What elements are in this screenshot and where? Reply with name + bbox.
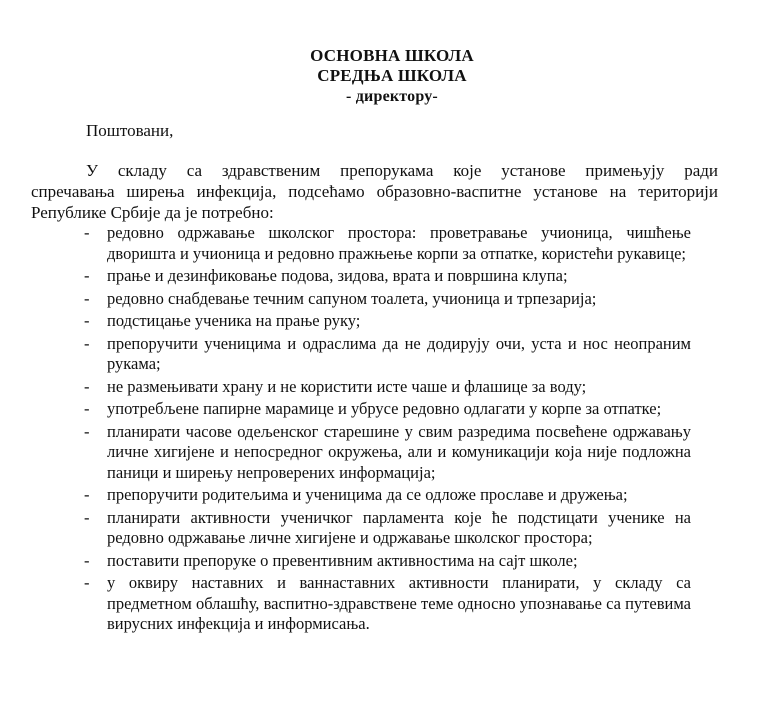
list-dash: -	[84, 311, 90, 330]
list-item-text: планирати часове одељенског старешине у свим разредима посвећене одржавању личне хигијене и непосредног окружења, али и комуникацији која није подложна паници и ширењу непроверених информација;	[107, 421, 691, 482]
list-item	[0, 399, 691, 420]
list-item	[0, 485, 691, 506]
list-item-text: прање и дезинфиковање подова, зидова, врата и површина клупа;	[107, 266, 568, 285]
list-dash: -	[84, 550, 90, 570]
recipient-school-secondary: СРЕДЊА ШКОЛА	[317, 66, 467, 85]
list-item-text: поставити препоруке о превентивним активностима на сајт школе;	[107, 550, 578, 570]
list-item	[0, 377, 691, 398]
list-item	[0, 422, 691, 484]
list-item	[0, 334, 691, 375]
list-item	[0, 508, 691, 549]
intro-rest: спречавања ширења инфекција, подсећамо образовно-васпитне установе на територији Републике Србије да је потребно:	[31, 182, 718, 222]
list-item-text: у оквиру наставних и ваннаставних активности планирати, у складу са предметном облашћу, васпитно-здравствене теме односно упознавање са путевима вирусних инфекција и информисања.	[107, 573, 691, 633]
list-item-text: препоручити ученицима и одраслима да не додирују очи, уста и нос неопраним рукама;	[107, 333, 691, 373]
list-item	[0, 266, 691, 287]
list-item-text: редовно снабдевање течним сапуном тоалета, учионица и трпезарија;	[107, 288, 597, 308]
salutation: Поштовани,	[86, 121, 174, 140]
recipient-school-primary: ОСНОВНА ШКОЛА	[310, 46, 474, 65]
list-dash: -	[84, 421, 90, 441]
list-item	[0, 551, 691, 572]
list-dash: -	[84, 223, 90, 242]
list-dash: -	[84, 333, 90, 353]
list-item-text: подстицање ученика на прање руку;	[107, 311, 361, 330]
list-item-text: редовно одржавање школског простора: проветравање учионица, чишћење дворишта и учионица и редовно пражњење корпи за отпатке, користећи рукавице;	[107, 223, 691, 263]
intro-paragraph	[31, 160, 718, 223]
recommendations-list	[0, 223, 784, 635]
list-item	[0, 223, 691, 264]
list-item	[0, 311, 691, 332]
list-dash: -	[84, 507, 90, 527]
list-dash: -	[84, 376, 90, 396]
list-item-text: препоручити родитељима и ученицима да се одложе прославе и дружења;	[107, 485, 628, 504]
intro-first-line: У складу са здравственим препорукама које установе примењују ради	[86, 161, 718, 180]
list-dash: -	[84, 485, 90, 504]
list-dash: -	[84, 399, 90, 418]
list-item	[0, 573, 691, 635]
list-item-text: не размењивати храну и не користити исте чаше и флашице за воду;	[107, 376, 587, 396]
list-item	[0, 289, 691, 310]
recipient-director: - директору-	[346, 88, 438, 105]
list-dash: -	[84, 573, 90, 592]
list-dash: -	[84, 288, 90, 308]
list-item-text: употребљене папирне марамице и убрусе редовно одлагати у корпе за отпатке;	[107, 399, 662, 418]
list-item-text: планирати активности ученичког парламента које ће подстицати ученике на редовно одржавање личне хигијене и одржавање школског простора;	[107, 507, 691, 547]
list-dash: -	[84, 266, 90, 285]
